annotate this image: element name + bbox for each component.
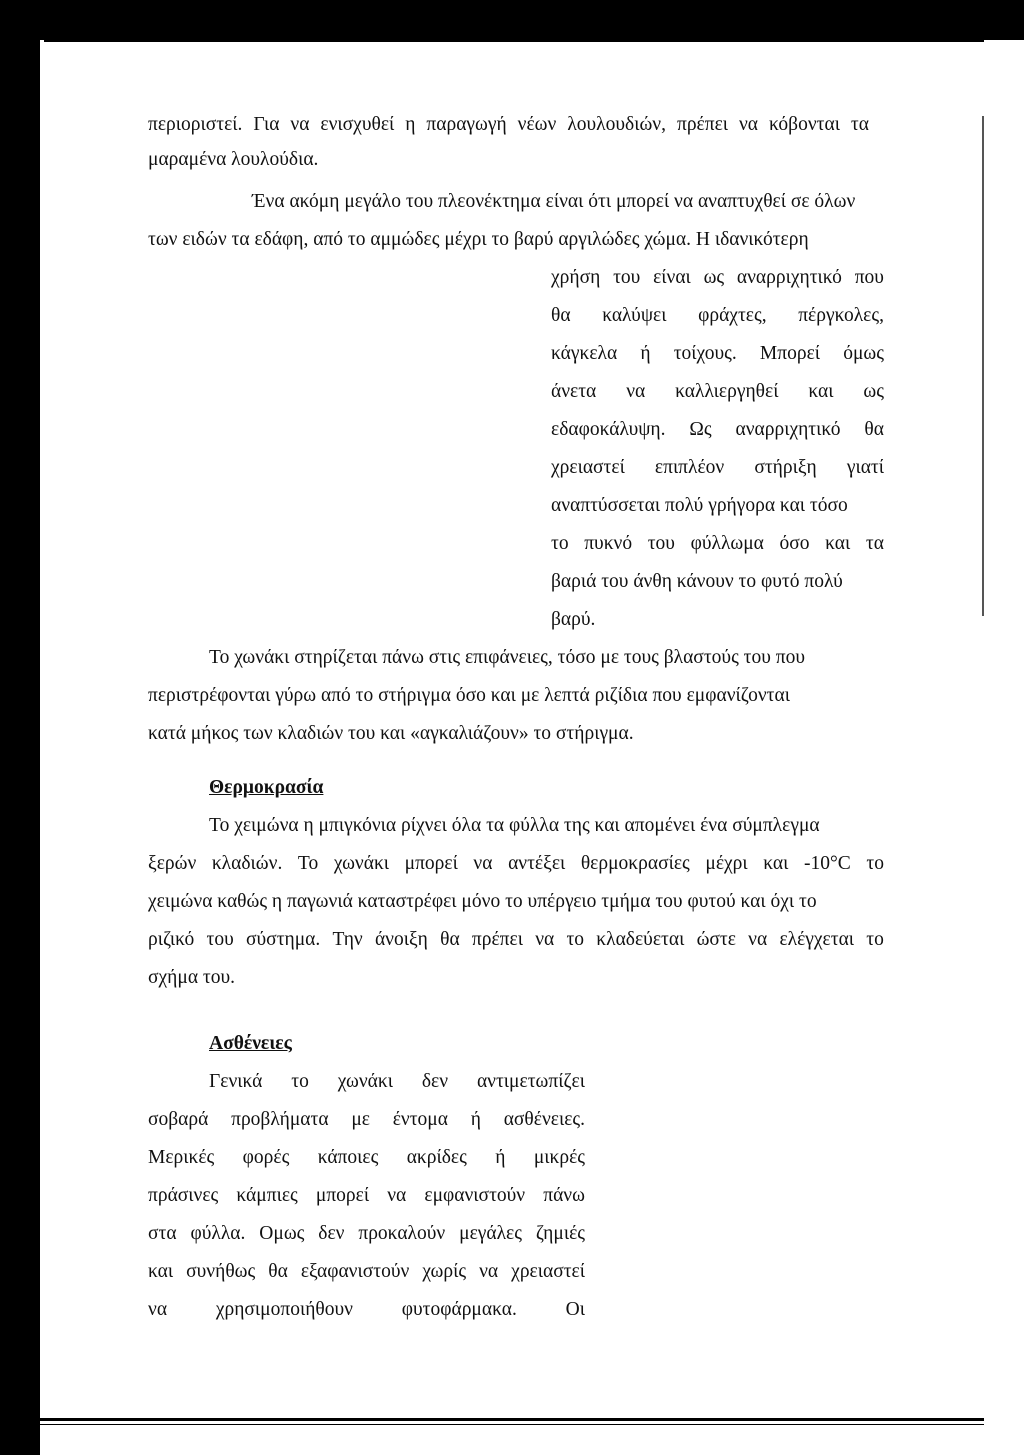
text-line: να χρησιμοποιήθουν φυτοφάρμακα. Οι [148,1299,585,1320]
text-line: κάγκελα ή τοίχους. Μπορεί όμως [551,343,884,364]
bottom-border-rule [40,1418,984,1421]
text-line: πράσινες κάμπιες μπορεί να εμφανιστούν πάνω [148,1185,585,1206]
text-line: Μερικές φορές κάποιες ακρίδες ή μικρές [148,1147,585,1168]
text-line: χρειαστεί επιπλέον στήριξη γιατί [551,457,884,478]
text-line: Το χωνάκι στηρίζεται πάνω στις επιφάνειες, τόσο με τους βλαστούς του που [209,647,806,668]
text-line: και συνήθως θα εξαφανιστούν χωρίς να χρειαστεί [148,1261,585,1282]
text-line: αναπτύσσεται πολύ γρήγορα και τόσο [551,495,848,516]
text-line: Ένα ακόμη μεγάλο του πλεονέκτημα είναι ότι μπορεί να αναπτυχθεί σε όλων [252,191,856,212]
text-line: των ειδών τα εδάφη, από το αμμώδες μέχρι το βαρύ αργιλώδες χώμα. Η ιδανικότερη [148,229,809,250]
text-line: κατά μήκος των κλαδιών του και «αγκαλιάζουν» το στήριγμα. [148,723,634,744]
section-heading-temperature: Θερμοκρασία [209,777,324,798]
text-line: Γενικά το χωνάκι δεν αντιμετωπίζει [209,1071,585,1092]
right-scan-mark [982,116,984,616]
text-line: περιστρέφονται γύρω από το στήριγμα όσο και με λεπτά ριζίδια που εμφανίζονται [148,685,790,706]
text-line: μαραμένα λουλούδια. [148,149,319,170]
text-line: χρήση του είναι ως αναρριχητικό που [551,267,884,288]
text-line: βαρύ. [551,609,596,630]
text-line: θα καλύψει φράχτες, πέργκολες, [551,305,884,326]
text-line: το πυκνό του φύλλωμα όσο και τα [551,533,884,554]
text-line: εδαφοκάλυψη. Ως αναρριχητικό θα [551,419,884,440]
text-line: χειμώνα καθώς η παγωνιά καταστρέφει μόνο το υπέργειο τμήμα του φυτού και όχι το [148,891,817,912]
text-line: στα φύλλα. Ομως δεν προκαλούν μεγάλες ζημιές [148,1223,585,1244]
text-line: σχήμα του. [148,967,236,988]
top-border-rule [44,40,984,42]
left-scan-mark [33,380,36,1160]
text-line: περιοριστεί. Για να ενισχυθεί η παραγωγή νέων λουλουδιών, πρέπει να κόβονται τα [148,114,869,135]
text-line: Το χειμώνα η μπιγκόνια ρίχνει όλα τα φύλλα της και απομένει ένα σύμπλεγμα [209,815,820,836]
section-heading-diseases: Ασθένειες [209,1033,292,1054]
left-scan-mark [27,60,29,180]
text-line: άνετα να καλλιεργηθεί και ως [551,381,884,402]
text-line: σοβαρά προβλήματα με έντομα ή ασθένειες. [148,1109,585,1130]
bottom-border-rule [40,1424,984,1425]
text-line: ριζικό του σύστημα. Την άνοιξη θα πρέπει να το κλαδεύεται ώστε να ελέγχεται το [148,929,884,950]
text-line: ξερών κλαδιών. Το χωνάκι μπορεί να αντέξει θερμοκρασίες μέχρι και -10°C το [148,853,884,874]
text-line: βαριά του άνθη κάνουν το φυτό πολύ [551,571,843,592]
